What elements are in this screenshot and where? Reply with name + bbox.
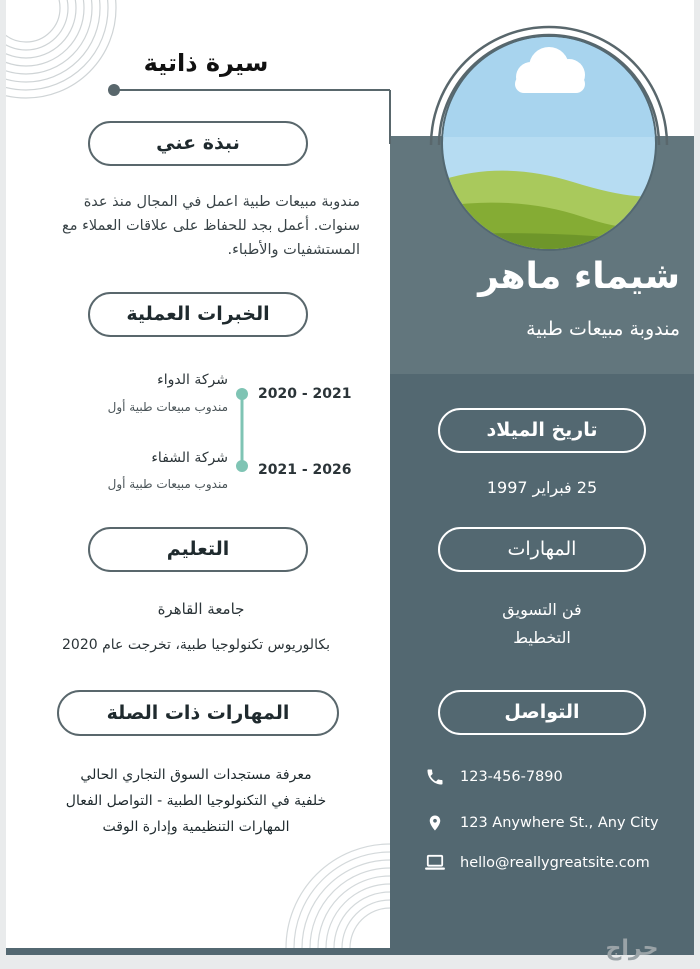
education-degree: بكالوريوس تكنولوجيا طبية، تخرجت عام 2020 (62, 637, 330, 653)
watermark-logo: حراج (605, 936, 659, 961)
profile-job-title: مندوبة مبيعات طبية (526, 318, 680, 340)
related-skills-heading: المهارات ذات الصلة (57, 690, 339, 736)
skill-item: التخطيط (513, 628, 571, 647)
decorative-arcs-bottom (282, 840, 390, 948)
experience-company: شركة الدواء (157, 372, 228, 388)
contact-email-text: hello@reallygreatsite.com (460, 855, 650, 871)
about-text: مندوبة مبيعات طبية اعمل في المجال منذ عدة سنوات. أعمل بجد للحفاظ على علاقات العملاء مع المستشفيات والأطباء. (62, 194, 360, 258)
contact-address[interactable] (424, 811, 659, 835)
experience-years: 2020 - 2021 (258, 386, 352, 402)
birth-value: 25 فبراير 1997 (486, 478, 598, 497)
contact-address-text: 123 Anywhere St., Any City (460, 815, 659, 831)
resume-page (6, 0, 694, 955)
education-heading: التعليم (88, 527, 308, 572)
contact-heading: التواصل (438, 690, 646, 735)
phone-icon (424, 766, 446, 788)
education-university: جامعة القاهرة (157, 600, 245, 618)
related-skills-list (26, 762, 366, 840)
contact-phone-text: 123-456-7890 (460, 769, 563, 785)
related-skill-item: معرفة مستجدات السوق التجاري الحالي (80, 767, 312, 783)
experience-role: مندوب مبيعات طبية أول (107, 400, 228, 414)
skills-heading: المهارات (438, 527, 646, 572)
laptop-icon (424, 852, 446, 874)
experience-years: 2021 - 2026 (258, 462, 352, 478)
experience-timeline (232, 386, 252, 476)
birth-heading: تاريخ الميلاد (438, 408, 646, 453)
page-title: سيرة ذاتية (143, 49, 269, 77)
related-skill-item: خلفية في التكنولوجيا الطبية - التواصل الفعال (65, 793, 327, 809)
contact-email[interactable] (424, 851, 650, 875)
profile-photo (423, 17, 675, 269)
contact-phone[interactable] (424, 765, 563, 789)
experience-company: شركة الشفاء (151, 450, 228, 466)
experience-role: مندوب مبيعات طبية أول (107, 477, 228, 491)
profile-name: شيماء ماهر (478, 256, 680, 297)
bottom-strip (6, 948, 390, 955)
location-pin-icon (424, 812, 446, 834)
experience-heading: الخبرات العملية (88, 292, 308, 337)
about-heading: نبذة عني (88, 121, 308, 166)
related-skill-item: المهارات التنظيمية وإدارة الوقت (102, 819, 290, 835)
skill-item: فن التسويق (502, 600, 582, 619)
